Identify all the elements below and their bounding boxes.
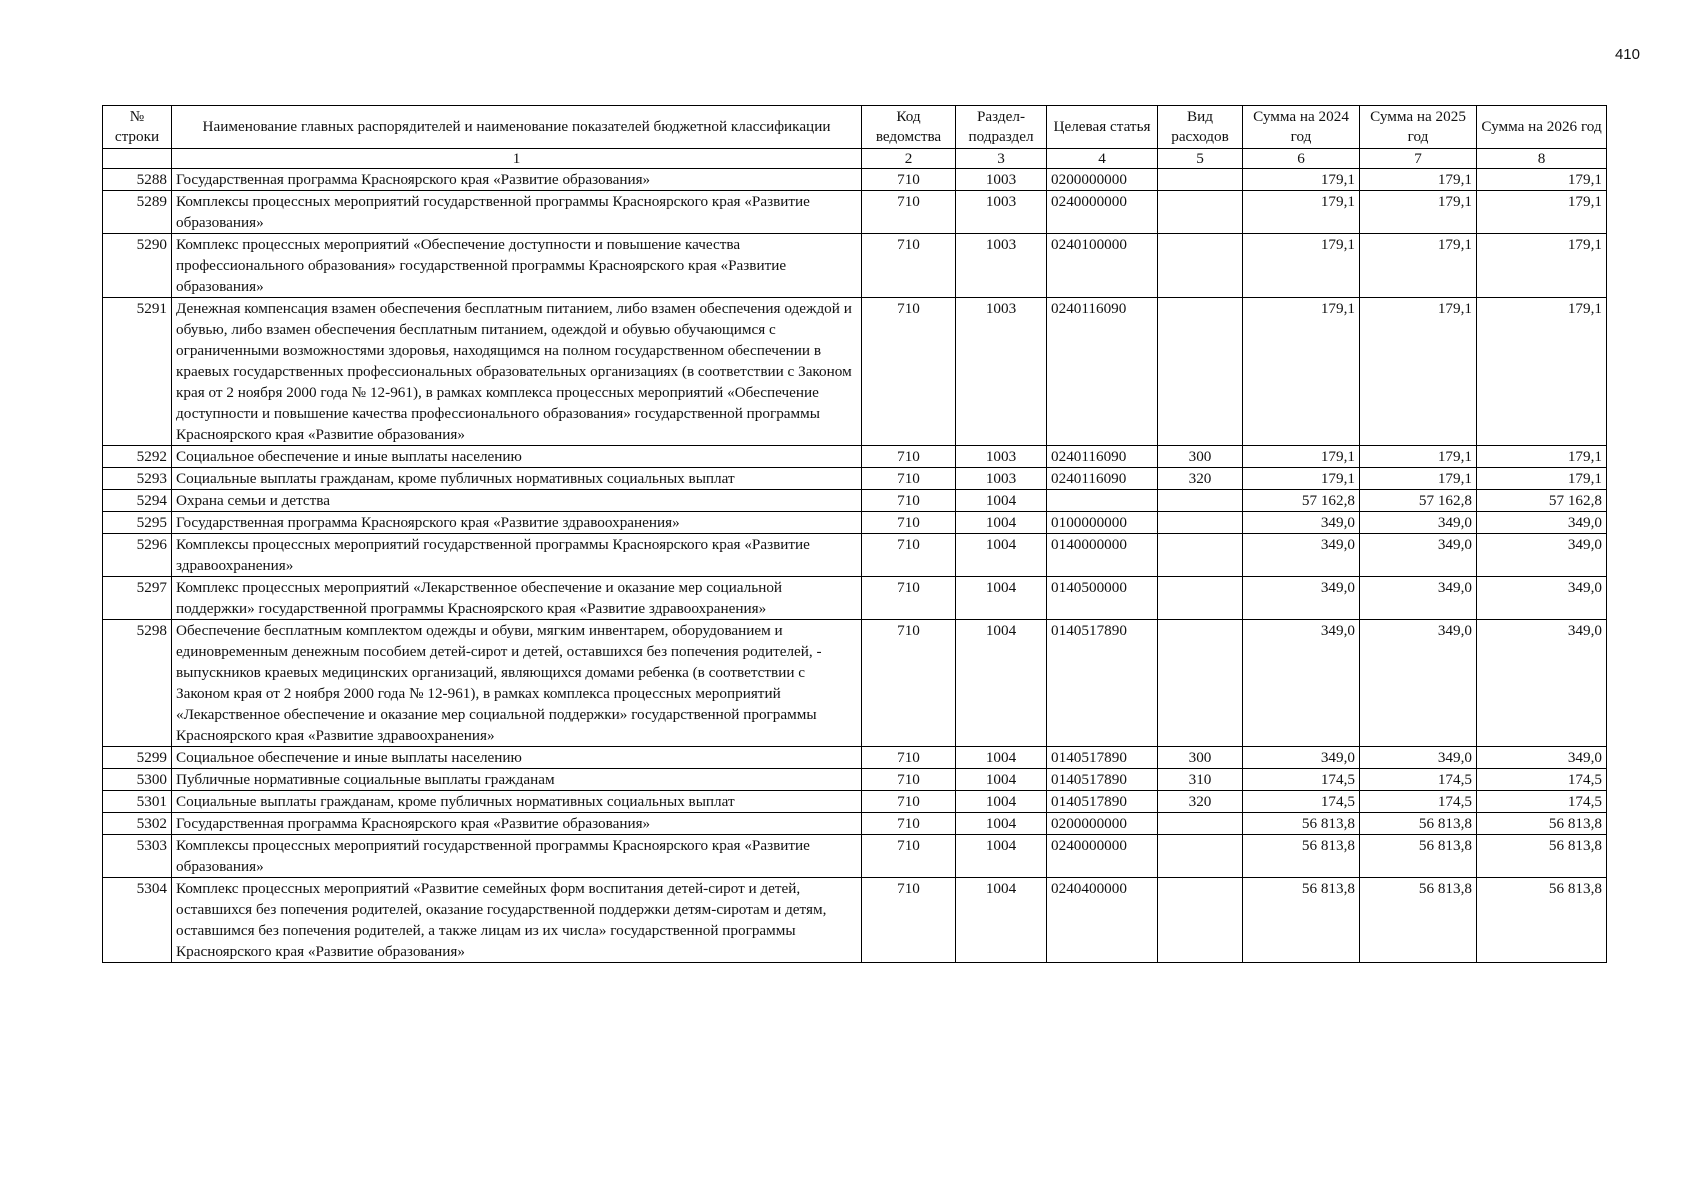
sum-2025-cell: 179,1 — [1360, 191, 1477, 234]
dept-code-cell: 710 — [862, 534, 956, 577]
dept-code-cell: 710 — [862, 512, 956, 534]
target-cell: 0100000000 — [1047, 512, 1158, 534]
section-cell: 1004 — [956, 620, 1047, 747]
target-cell: 0240000000 — [1047, 191, 1158, 234]
sum-2024-cell: 349,0 — [1243, 534, 1360, 577]
header-sum-2025: Сумма на 2025 год — [1360, 106, 1477, 149]
target-cell: 0240116090 — [1047, 298, 1158, 446]
target-cell: 0200000000 — [1047, 813, 1158, 835]
target-cell — [1047, 490, 1158, 512]
sum-2025-cell: 179,1 — [1360, 169, 1477, 191]
sum-2025-cell: 174,5 — [1360, 769, 1477, 791]
sum-2025-cell: 349,0 — [1360, 620, 1477, 747]
column-number — [103, 149, 172, 169]
row-name-cell: Комплексы процессных мероприятий государственной программы Красноярского края «Развитие образования» — [172, 191, 862, 234]
row-name-cell: Государственная программа Красноярского края «Развитие здравоохранения» — [172, 512, 862, 534]
row-name-cell: Комплекс процессных мероприятий «Лекарственное обеспечение и оказание мер социальной поддержки» государственной программы Красноярского края «Развитие здравоохранения» — [172, 577, 862, 620]
section-cell: 1004 — [956, 835, 1047, 878]
row-number-cell: 5302 — [103, 813, 172, 835]
table-row — [103, 878, 1607, 963]
sum-2026-cell: 179,1 — [1477, 298, 1607, 446]
expense-type-cell: 320 — [1158, 791, 1243, 813]
sum-2026-cell: 179,1 — [1477, 169, 1607, 191]
column-number: 2 — [862, 149, 956, 169]
section-cell: 1004 — [956, 747, 1047, 769]
column-number: 6 — [1243, 149, 1360, 169]
section-cell: 1003 — [956, 191, 1047, 234]
sum-2024-cell: 56 813,8 — [1243, 813, 1360, 835]
dept-code-cell: 710 — [862, 446, 956, 468]
row-name-cell: Комплекс процессных мероприятий «Обеспечение доступности и повышение качества профессионального образования» государственной программы Красноярского края «Развитие образования» — [172, 234, 862, 298]
table-row — [103, 769, 1607, 791]
expense-type-cell: 320 — [1158, 468, 1243, 490]
header-sum-2026: Сумма на 2026 год — [1477, 106, 1607, 149]
sum-2025-cell: 57 162,8 — [1360, 490, 1477, 512]
sum-2026-cell: 179,1 — [1477, 234, 1607, 298]
expense-type-cell — [1158, 512, 1243, 534]
sum-2024-cell: 179,1 — [1243, 169, 1360, 191]
header-row — [103, 106, 1607, 149]
table-body — [103, 169, 1607, 963]
sum-2024-cell: 174,5 — [1243, 769, 1360, 791]
expense-type-cell — [1158, 298, 1243, 446]
dept-code-cell: 710 — [862, 813, 956, 835]
header-sum-2024: Сумма на 2024 год — [1243, 106, 1360, 149]
dept-code-cell: 710 — [862, 791, 956, 813]
sum-2024-cell: 179,1 — [1243, 234, 1360, 298]
expense-type-cell — [1158, 234, 1243, 298]
table-row — [103, 791, 1607, 813]
dept-code-cell: 710 — [862, 468, 956, 490]
target-cell: 0140000000 — [1047, 534, 1158, 577]
sum-2024-cell: 349,0 — [1243, 577, 1360, 620]
column-number: 3 — [956, 149, 1047, 169]
row-number-cell: 5295 — [103, 512, 172, 534]
sum-2024-cell: 179,1 — [1243, 191, 1360, 234]
expense-type-cell — [1158, 169, 1243, 191]
sum-2026-cell: 56 813,8 — [1477, 878, 1607, 963]
sum-2025-cell: 56 813,8 — [1360, 835, 1477, 878]
column-number: 1 — [172, 149, 862, 169]
column-number: 8 — [1477, 149, 1607, 169]
table-row — [103, 512, 1607, 534]
expense-type-cell — [1158, 490, 1243, 512]
target-cell: 0140517890 — [1047, 791, 1158, 813]
section-cell: 1003 — [956, 298, 1047, 446]
table-row — [103, 835, 1607, 878]
sum-2024-cell: 57 162,8 — [1243, 490, 1360, 512]
section-cell: 1004 — [956, 769, 1047, 791]
target-cell: 0240116090 — [1047, 468, 1158, 490]
header-target: Целевая статья — [1047, 106, 1158, 149]
row-number-cell: 5299 — [103, 747, 172, 769]
sum-2026-cell: 349,0 — [1477, 512, 1607, 534]
sum-2025-cell: 56 813,8 — [1360, 813, 1477, 835]
table-row — [103, 813, 1607, 835]
row-name-cell: Государственная программа Красноярского края «Развитие образования» — [172, 169, 862, 191]
expense-type-cell: 300 — [1158, 446, 1243, 468]
header-dept-code: Код ведомства — [862, 106, 956, 149]
table-row — [103, 747, 1607, 769]
sum-2026-cell: 174,5 — [1477, 791, 1607, 813]
sum-2025-cell: 349,0 — [1360, 747, 1477, 769]
sum-2026-cell: 56 813,8 — [1477, 835, 1607, 878]
section-cell: 1004 — [956, 791, 1047, 813]
expense-type-cell — [1158, 620, 1243, 747]
row-number-cell: 5303 — [103, 835, 172, 878]
dept-code-cell: 710 — [862, 835, 956, 878]
table-row — [103, 234, 1607, 298]
expense-type-cell: 310 — [1158, 769, 1243, 791]
table-row — [103, 534, 1607, 577]
row-name-cell: Социальное обеспечение и иные выплаты населению — [172, 446, 862, 468]
target-cell: 0240000000 — [1047, 835, 1158, 878]
sum-2024-cell: 179,1 — [1243, 468, 1360, 490]
sum-2024-cell: 349,0 — [1243, 512, 1360, 534]
target-cell: 0140500000 — [1047, 577, 1158, 620]
target-cell: 0140517890 — [1047, 769, 1158, 791]
row-number-cell: 5296 — [103, 534, 172, 577]
row-name-cell: Социальное обеспечение и иные выплаты населению — [172, 747, 862, 769]
sum-2024-cell: 349,0 — [1243, 620, 1360, 747]
sum-2025-cell: 56 813,8 — [1360, 878, 1477, 963]
expense-type-cell — [1158, 813, 1243, 835]
row-name-cell: Обеспечение бесплатным комплектом одежды и обуви, мягким инвентарем, оборудованием и единовременным денежным пособием детей-сирот и детей, оставшихся без попечения родителей, - выпускников краевых медицинских организаций, являющихся домами ребенка (в соответствии с Законом края от 2 ноября 2000 года № 12-961), в рамках комплекса процессных мероприятий «Лекарственное обеспечение и оказание мер социальной поддержки» государственной программы Красноярского края «Развитие здравоохранения» — [172, 620, 862, 747]
row-number-cell: 5293 — [103, 468, 172, 490]
row-number-cell: 5290 — [103, 234, 172, 298]
table-row — [103, 620, 1607, 747]
row-number-cell: 5298 — [103, 620, 172, 747]
column-number: 5 — [1158, 149, 1243, 169]
row-number-cell: 5288 — [103, 169, 172, 191]
expense-type-cell — [1158, 577, 1243, 620]
row-name-cell: Государственная программа Красноярского края «Развитие образования» — [172, 813, 862, 835]
expense-type-cell — [1158, 878, 1243, 963]
sum-2026-cell: 349,0 — [1477, 747, 1607, 769]
header-section: Раздел-подраздел — [956, 106, 1047, 149]
row-number-cell: 5289 — [103, 191, 172, 234]
sum-2024-cell: 179,1 — [1243, 446, 1360, 468]
dept-code-cell: 710 — [862, 234, 956, 298]
sum-2024-cell: 179,1 — [1243, 298, 1360, 446]
row-name-cell: Социальные выплаты гражданам, кроме публичных нормативных социальных выплат — [172, 791, 862, 813]
table-row — [103, 191, 1607, 234]
row-name-cell: Публичные нормативные социальные выплаты гражданам — [172, 769, 862, 791]
sum-2024-cell: 56 813,8 — [1243, 878, 1360, 963]
table-row — [103, 298, 1607, 446]
target-cell: 0240116090 — [1047, 446, 1158, 468]
sum-2026-cell: 56 813,8 — [1477, 813, 1607, 835]
row-number-cell: 5301 — [103, 791, 172, 813]
dept-code-cell: 710 — [862, 490, 956, 512]
row-name-cell: Социальные выплаты гражданам, кроме публичных нормативных социальных выплат — [172, 468, 862, 490]
table-row — [103, 169, 1607, 191]
sum-2025-cell: 179,1 — [1360, 234, 1477, 298]
target-cell: 0240100000 — [1047, 234, 1158, 298]
sum-2026-cell: 179,1 — [1477, 191, 1607, 234]
row-number-cell: 5304 — [103, 878, 172, 963]
dept-code-cell: 710 — [862, 298, 956, 446]
header-row-no: № строки — [103, 106, 172, 149]
section-cell: 1004 — [956, 813, 1047, 835]
sum-2024-cell: 174,5 — [1243, 791, 1360, 813]
sum-2026-cell: 349,0 — [1477, 577, 1607, 620]
target-cell: 0200000000 — [1047, 169, 1158, 191]
budget-table — [102, 105, 1607, 963]
sum-2024-cell: 349,0 — [1243, 747, 1360, 769]
table-row — [103, 577, 1607, 620]
header-name: Наименование главных распорядителей и наименование показателей бюджетной классификации — [172, 106, 862, 149]
expense-type-cell: 300 — [1158, 747, 1243, 769]
table-row — [103, 490, 1607, 512]
expense-type-cell — [1158, 534, 1243, 577]
target-cell: 0140517890 — [1047, 620, 1158, 747]
row-number-cell: 5292 — [103, 446, 172, 468]
expense-type-cell — [1158, 191, 1243, 234]
sum-2026-cell: 349,0 — [1477, 620, 1607, 747]
expense-type-cell — [1158, 835, 1243, 878]
sum-2025-cell: 349,0 — [1360, 534, 1477, 577]
target-cell: 0140517890 — [1047, 747, 1158, 769]
row-name-cell: Комплексы процессных мероприятий государственной программы Красноярского края «Развитие здравоохранения» — [172, 534, 862, 577]
row-number-cell: 5300 — [103, 769, 172, 791]
target-cell: 0240400000 — [1047, 878, 1158, 963]
section-cell: 1003 — [956, 446, 1047, 468]
table-row — [103, 468, 1607, 490]
section-cell: 1004 — [956, 577, 1047, 620]
dept-code-cell: 710 — [862, 620, 956, 747]
sum-2025-cell: 179,1 — [1360, 298, 1477, 446]
section-cell: 1004 — [956, 512, 1047, 534]
dept-code-cell: 710 — [862, 878, 956, 963]
sum-2025-cell: 349,0 — [1360, 577, 1477, 620]
sum-2026-cell: 179,1 — [1477, 468, 1607, 490]
sum-2026-cell: 57 162,8 — [1477, 490, 1607, 512]
sum-2024-cell: 56 813,8 — [1243, 835, 1360, 878]
section-cell: 1004 — [956, 534, 1047, 577]
dept-code-cell: 710 — [862, 169, 956, 191]
section-cell: 1004 — [956, 878, 1047, 963]
section-cell: 1004 — [956, 490, 1047, 512]
sum-2026-cell: 174,5 — [1477, 769, 1607, 791]
sum-2025-cell: 174,5 — [1360, 791, 1477, 813]
dept-code-cell: 710 — [862, 769, 956, 791]
sum-2026-cell: 349,0 — [1477, 534, 1607, 577]
row-name-cell: Комплекс процессных мероприятий «Развитие семейных форм воспитания детей-сирот и детей, оставшихся без попечения родителей, оказание государственной поддержки детям-сиротам и детям, оставшимся без попечения родителей, а также лицам из их числа» государственной программы Красноярского края «Развитие образования» — [172, 878, 862, 963]
row-name-cell: Денежная компенсация взамен обеспечения бесплатным питанием, либо взамен обеспечения одеждой и обувью, либо взамен обеспечения бесплатным питанием, одеждой и обувью обучающимся с ограниченными возможностями здоровья, находящимся на полном государственном обеспечении в краевых государственных профессиональных образовательных организациях (в соответствии с Законом края от 2 ноября 2000 года № 12-961), в рамках комплекса процессных мероприятий «Обеспечение доступности и повышение качества профессионального образования» государственной программы Красноярского края «Развитие образования» — [172, 298, 862, 446]
row-name-cell: Комплексы процессных мероприятий государственной программы Красноярского края «Развитие образования» — [172, 835, 862, 878]
dept-code-cell: 710 — [862, 577, 956, 620]
section-cell: 1003 — [956, 468, 1047, 490]
sum-2026-cell: 179,1 — [1477, 446, 1607, 468]
section-cell: 1003 — [956, 169, 1047, 191]
section-cell: 1003 — [956, 234, 1047, 298]
row-number-cell: 5294 — [103, 490, 172, 512]
page-number: 410 — [1614, 46, 1640, 63]
column-number: 4 — [1047, 149, 1158, 169]
header-expense-type: Вид расходов — [1158, 106, 1243, 149]
column-number-row — [103, 149, 1607, 169]
dept-code-cell: 710 — [862, 747, 956, 769]
sum-2025-cell: 179,1 — [1360, 468, 1477, 490]
row-name-cell: Охрана семьи и детства — [172, 490, 862, 512]
sum-2025-cell: 349,0 — [1360, 512, 1477, 534]
row-number-cell: 5297 — [103, 577, 172, 620]
row-number-cell: 5291 — [103, 298, 172, 446]
dept-code-cell: 710 — [862, 191, 956, 234]
sum-2025-cell: 179,1 — [1360, 446, 1477, 468]
table-row — [103, 446, 1607, 468]
column-number: 7 — [1360, 149, 1477, 169]
